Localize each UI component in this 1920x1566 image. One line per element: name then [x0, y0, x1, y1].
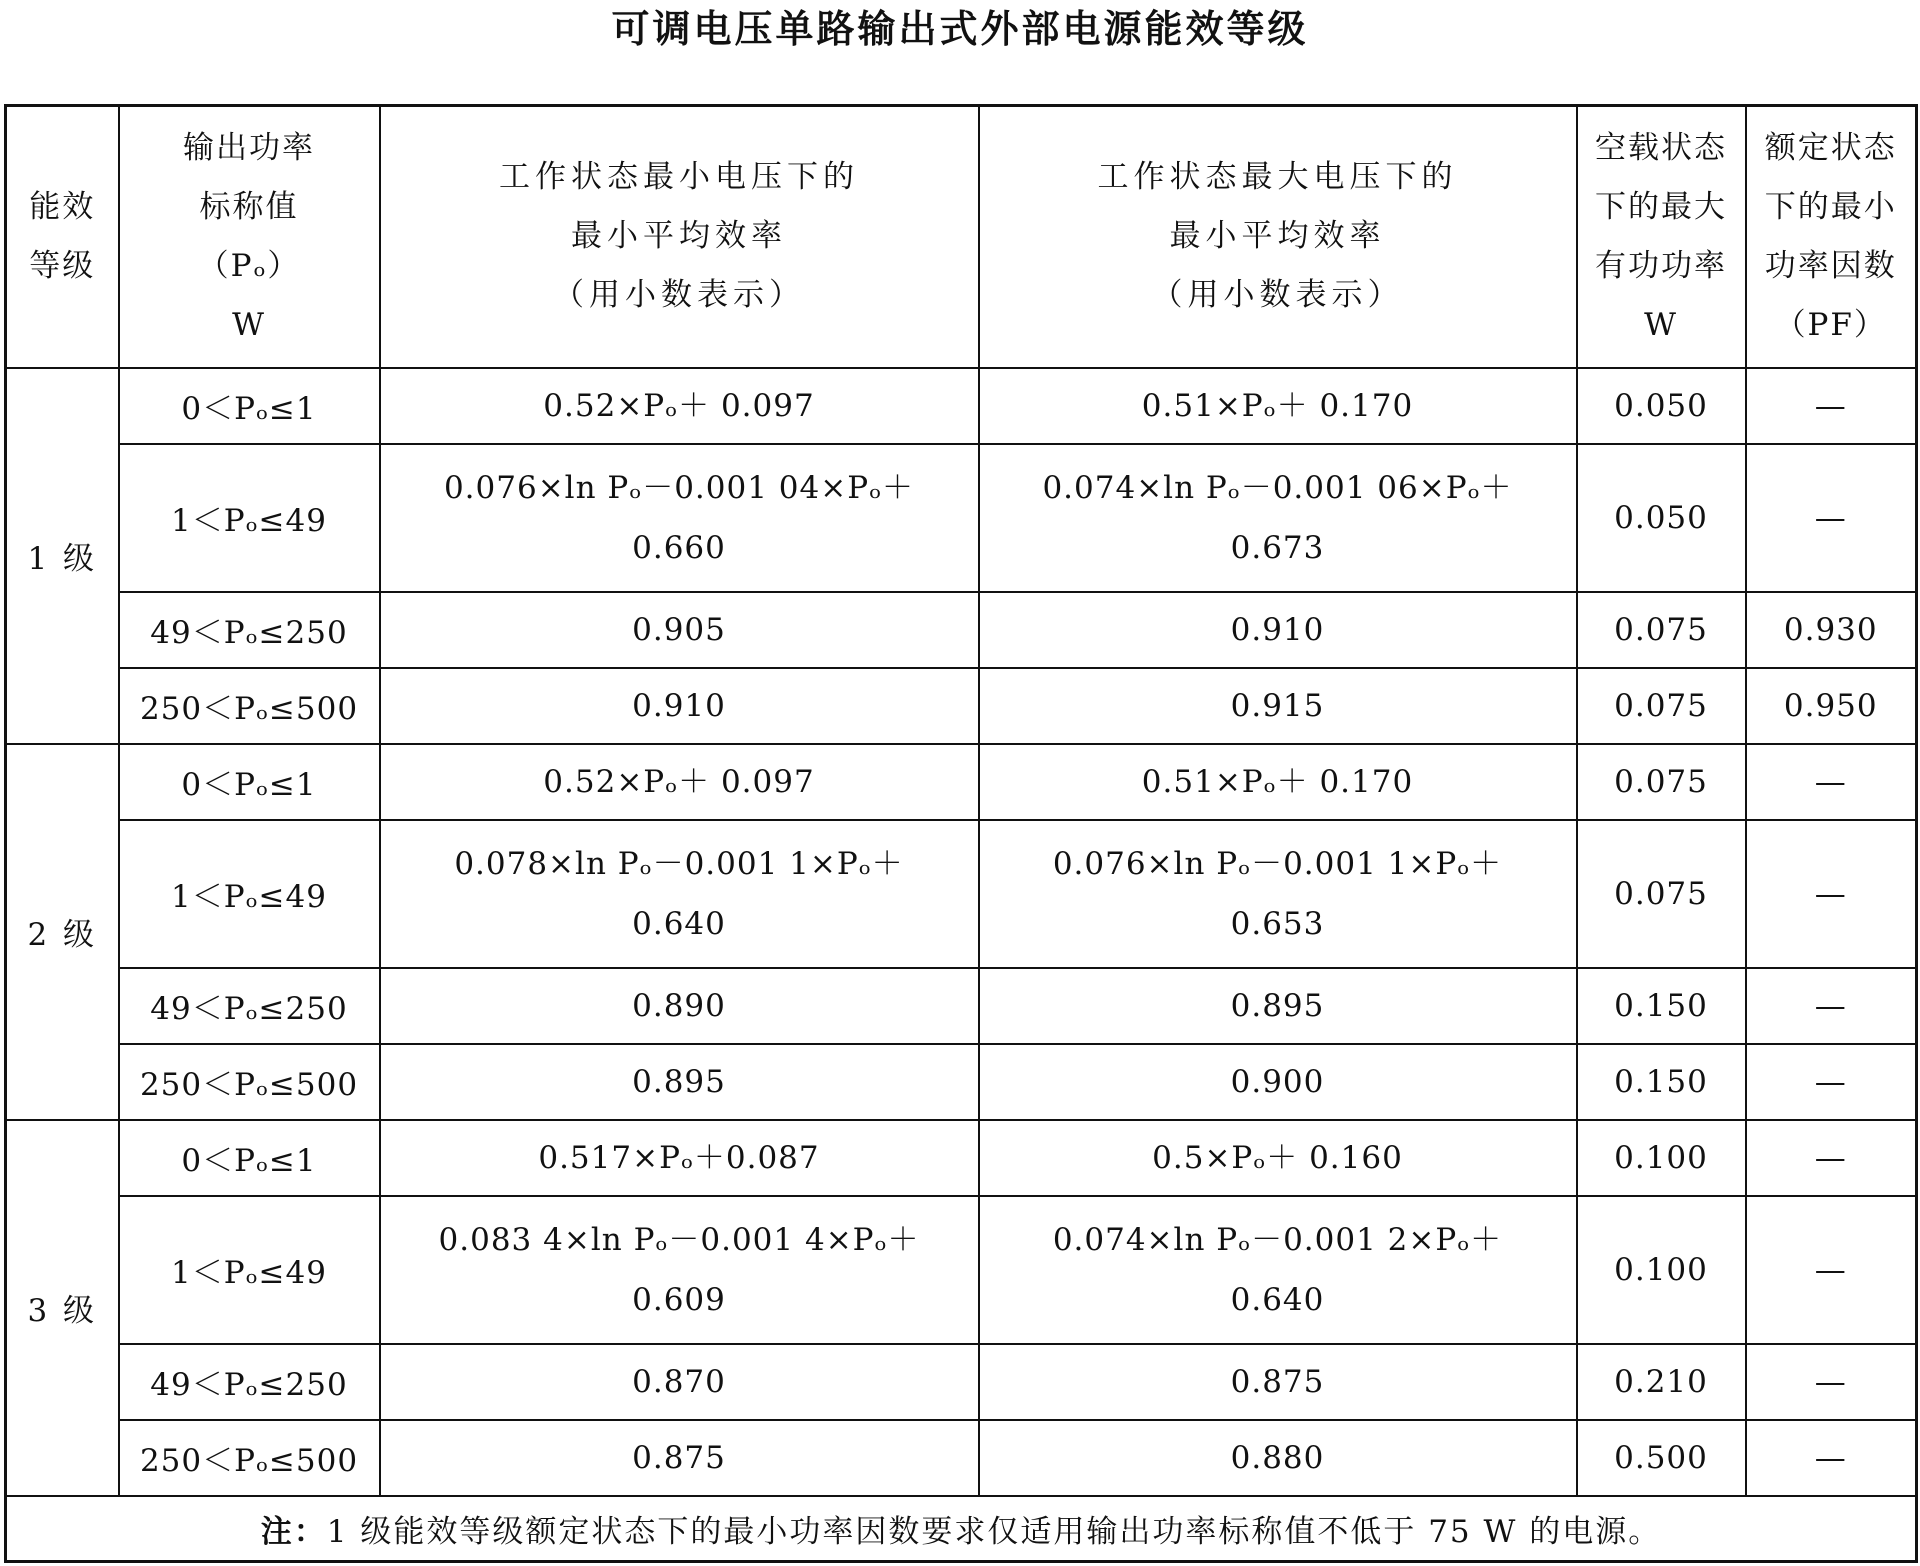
table-row [6, 668, 1917, 744]
efficiency-max-voltage-line: 0.640 [1230, 1281, 1325, 1318]
efficiency-min-voltage-line: 0.905 [632, 611, 726, 648]
efficiency-min-voltage-line: 0.517×Pₒ＋0.087 [538, 1139, 820, 1176]
table-row [6, 368, 1917, 444]
efficiency-max-voltage [979, 1120, 1577, 1196]
note-text: 1 级能效等级额定状态下的最小功率因数要求仅适用输出功率标称值不低于 75 W 的电源。 [326, 1513, 1662, 1550]
efficiency-max-voltage-line: 0.076×ln Pₒ－0.001 1×Pₒ＋ [1052, 845, 1503, 882]
efficiency-max-voltage [979, 592, 1577, 668]
efficiency-min-voltage [380, 592, 979, 668]
table-row [6, 1420, 1917, 1496]
grade-label: 3 级 [6, 1120, 119, 1496]
efficiency-min-voltage [380, 744, 979, 820]
efficiency-min-voltage [380, 368, 979, 444]
header-efficiency-min-voltage: 工作状态最小电压下的 最小平均效率 （用小数表示） [380, 106, 979, 368]
efficiency-max-voltage-line: 0.51×Pₒ＋ 0.170 [1141, 387, 1414, 424]
no-load-power: 0.075 [1577, 668, 1746, 744]
efficiency-min-voltage [380, 1344, 979, 1420]
no-load-power: 0.050 [1577, 368, 1746, 444]
efficiency-min-voltage [380, 1120, 979, 1196]
efficiency-min-voltage [380, 820, 979, 968]
efficiency-min-voltage-line: 0.660 [632, 529, 726, 566]
note-prefix: 注： [260, 1513, 327, 1550]
table-header-row [6, 106, 1917, 368]
efficiency-max-voltage-line: 0.900 [1230, 1063, 1325, 1100]
no-load-power: 0.500 [1577, 1420, 1746, 1496]
efficiency-max-voltage [979, 1344, 1577, 1420]
efficiency-min-voltage-line: 0.078×ln Pₒ－0.001 1×Pₒ＋ [454, 845, 904, 882]
power-factor: — [1746, 368, 1917, 444]
efficiency-max-voltage-line: 0.880 [1230, 1439, 1325, 1476]
power-range: 250＜Pₒ≤500 [119, 1044, 380, 1120]
table-row [6, 1196, 1917, 1344]
no-load-power: 0.100 [1577, 1196, 1746, 1344]
no-load-power: 0.075 [1577, 592, 1746, 668]
grade-label: 1 级 [6, 368, 119, 744]
power-range: 1＜Pₒ≤49 [119, 444, 380, 592]
efficiency-max-voltage-line: 0.074×ln Pₒ－0.001 2×Pₒ＋ [1052, 1221, 1503, 1258]
power-factor: — [1746, 1420, 1917, 1496]
table-row [6, 444, 1917, 592]
efficiency-min-voltage-line: 0.640 [632, 905, 726, 942]
efficiency-max-voltage-line: 0.910 [1230, 611, 1325, 648]
efficiency-max-voltage-line: 0.074×ln Pₒ－0.001 06×Pₒ＋ [1042, 469, 1513, 506]
efficiency-max-voltage-line: 0.875 [1230, 1363, 1325, 1400]
efficiency-min-voltage-line: 0.875 [632, 1439, 726, 1476]
efficiency-max-voltage-line: 0.51×Pₒ＋ 0.170 [1141, 763, 1414, 800]
efficiency-min-voltage-line: 0.083 4×ln Pₒ－0.001 4×Pₒ＋ [438, 1221, 920, 1258]
efficiency-min-voltage-line: 0.076×ln Pₒ－0.001 04×Pₒ＋ [443, 469, 915, 506]
table-row [6, 592, 1917, 668]
power-range: 1＜Pₒ≤49 [119, 1196, 380, 1344]
grade-label: 2 级 [6, 744, 119, 1120]
efficiency-max-voltage [979, 668, 1577, 744]
no-load-power: 0.100 [1577, 1120, 1746, 1196]
header-output-power: 输出功率 标称值 （Pₒ） W [119, 106, 380, 368]
power-range: 0＜Pₒ≤1 [119, 368, 380, 444]
no-load-power: 0.075 [1577, 820, 1746, 968]
efficiency-min-voltage-line: 0.895 [632, 1063, 726, 1100]
table-row [6, 744, 1917, 820]
efficiency-max-voltage-line: 0.895 [1230, 987, 1325, 1024]
power-range: 49＜Pₒ≤250 [119, 592, 380, 668]
efficiency-min-voltage [380, 1420, 979, 1496]
table-row [6, 968, 1917, 1044]
efficiency-max-voltage [979, 444, 1577, 592]
no-load-power: 0.050 [1577, 444, 1746, 592]
efficiency-min-voltage [380, 1044, 979, 1120]
efficiency-max-voltage [979, 744, 1577, 820]
efficiency-max-voltage [979, 1420, 1577, 1496]
efficiency-min-voltage-line: 0.890 [632, 987, 726, 1024]
no-load-power: 0.150 [1577, 968, 1746, 1044]
efficiency-min-voltage [380, 444, 979, 592]
table-row [6, 820, 1917, 968]
header-efficiency-max-voltage: 工作状态最大电压下的 最小平均效率 （用小数表示） [979, 106, 1577, 368]
power-factor: — [1746, 1344, 1917, 1420]
table-row [6, 1120, 1917, 1196]
table-note [6, 1496, 1917, 1562]
efficiency-max-voltage-line: 0.915 [1230, 687, 1325, 724]
power-factor: 0.950 [1746, 668, 1917, 744]
power-range: 0＜Pₒ≤1 [119, 1120, 380, 1196]
efficiency-grade-table [4, 104, 1918, 1563]
power-factor: — [1746, 1196, 1917, 1344]
efficiency-min-voltage-line: 0.870 [632, 1363, 726, 1400]
power-factor: — [1746, 820, 1917, 968]
efficiency-min-voltage-line: 0.52×Pₒ＋ 0.097 [543, 763, 815, 800]
efficiency-min-voltage-line: 0.910 [632, 687, 726, 724]
efficiency-min-voltage [380, 668, 979, 744]
no-load-power: 0.075 [1577, 744, 1746, 820]
efficiency-max-voltage [979, 820, 1577, 968]
header-power-factor: 额定状态 下的最小 功率因数 （PF） [1746, 106, 1917, 368]
power-range: 250＜Pₒ≤500 [119, 668, 380, 744]
efficiency-min-voltage-line: 0.52×Pₒ＋ 0.097 [543, 387, 815, 424]
note-row [6, 1496, 1917, 1562]
power-factor: — [1746, 1044, 1917, 1120]
power-factor: — [1746, 744, 1917, 820]
power-factor: — [1746, 1120, 1917, 1196]
efficiency-max-voltage [979, 1196, 1577, 1344]
power-factor: — [1746, 444, 1917, 592]
efficiency-max-voltage [979, 1044, 1577, 1120]
table-row [6, 1044, 1917, 1120]
power-factor: — [1746, 968, 1917, 1044]
power-range: 0＜Pₒ≤1 [119, 744, 380, 820]
no-load-power: 0.210 [1577, 1344, 1746, 1420]
table-row [6, 1344, 1917, 1420]
header-no-load-power: 空载状态 下的最大 有功功率 W [1577, 106, 1746, 368]
efficiency-max-voltage [979, 968, 1577, 1044]
efficiency-min-voltage [380, 1196, 979, 1344]
efficiency-min-voltage-line: 0.609 [632, 1281, 726, 1318]
power-range: 49＜Pₒ≤250 [119, 968, 380, 1044]
efficiency-max-voltage-line: 0.5×Pₒ＋ 0.160 [1152, 1139, 1403, 1176]
no-load-power: 0.150 [1577, 1044, 1746, 1120]
power-range: 250＜Pₒ≤500 [119, 1420, 380, 1496]
header-grade: 能效 等级 [6, 106, 119, 368]
power-range: 49＜Pₒ≤250 [119, 1344, 380, 1420]
page-title: 可调电压单路输出式外部电源能效等级 [611, 7, 1309, 51]
efficiency-max-voltage-line: 0.673 [1230, 529, 1325, 566]
power-factor: 0.930 [1746, 592, 1917, 668]
efficiency-max-voltage [979, 368, 1577, 444]
efficiency-min-voltage [380, 968, 979, 1044]
efficiency-max-voltage-line: 0.653 [1230, 905, 1325, 942]
power-range: 1＜Pₒ≤49 [119, 820, 380, 968]
